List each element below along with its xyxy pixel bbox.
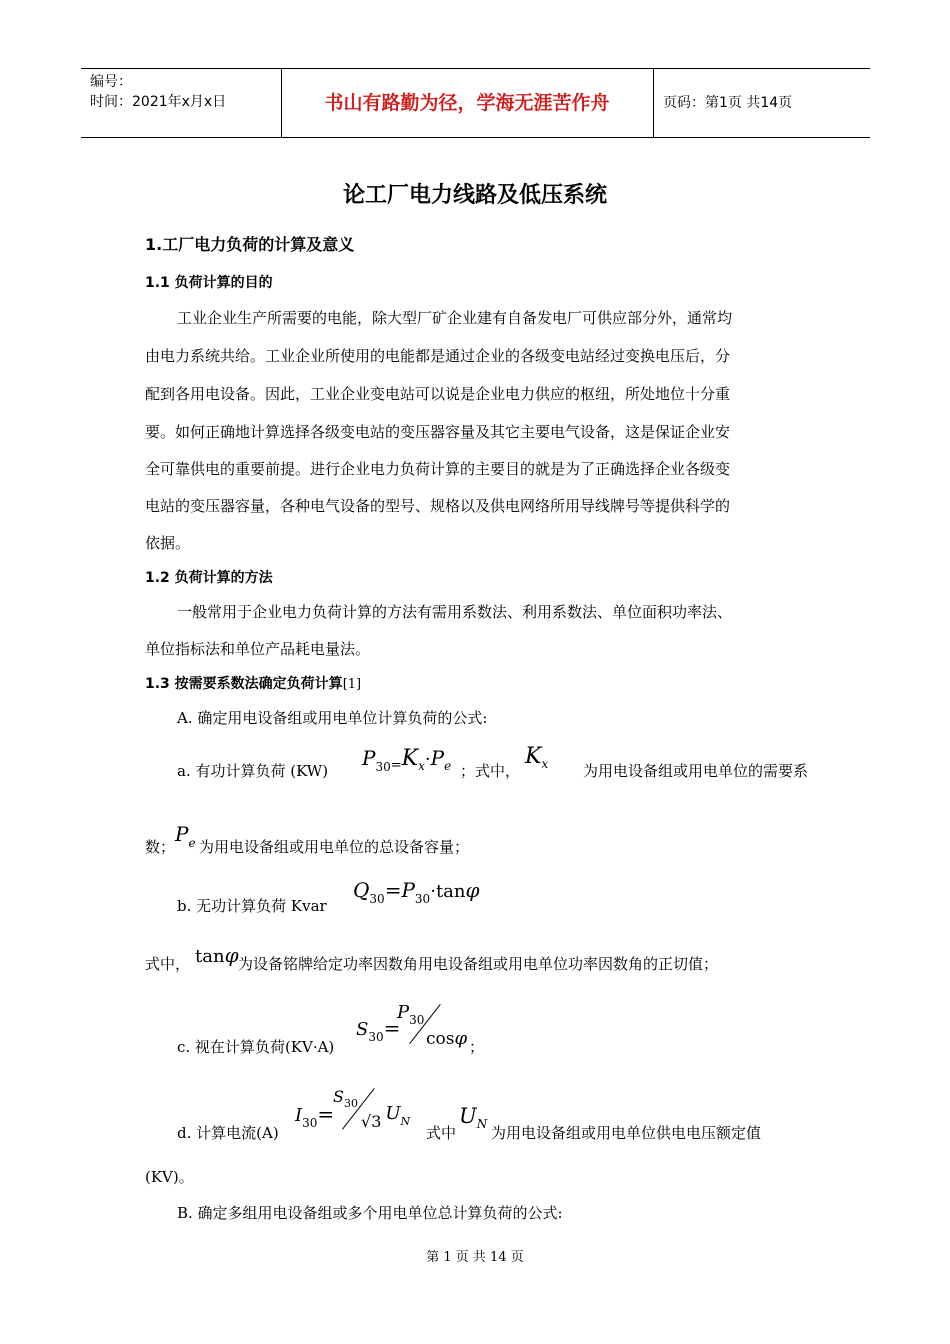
formula-label: d. 计算电流(A) <box>177 1124 279 1142</box>
formula-text: ；式中， <box>460 762 521 780</box>
paragraph-line: 电站的变压器容量，各种电气设备的型号、规格以及供电网络所用导线牌号等提供科学的 <box>145 497 731 515</box>
subsection-heading-text: 1.3 按需要系数法确定负荷计算 <box>145 676 343 692</box>
formula-text: 为设备铭牌给定功率因数角用电设备组或用电单位功率因数角的正切值； <box>238 955 719 973</box>
pe-symbol: $P_e$ <box>175 822 196 850</box>
formula-intro: A. 确定用电设备组或用电单位计算负荷的公式: <box>177 709 488 727</box>
formula-text: 数； <box>145 838 176 856</box>
formula-text: 为用电设备组或用电单位供电电压额定值 <box>491 1124 762 1142</box>
apparent-load-formula-lhs: $S_{30}=$ <box>356 1016 401 1044</box>
formula-text: (KV)。 <box>145 1168 194 1186</box>
section-heading: 1.工厂电力负荷的计算及意义 <box>145 235 355 254</box>
current-formula-lhs: $I_{30}=$ <box>295 1102 335 1130</box>
reactive-load-formula: $Q_{30}=P_{30}\cdot\tan\varphi$ <box>353 878 480 906</box>
subsection-heading: 1.1 负荷计算的目的 <box>145 275 273 291</box>
paragraph-line: 要。如何正确地计算选择各级变电站的变压器容量及其它主要电气设备，这是保证企业安 <box>145 423 731 441</box>
un-symbol: $U_N$ <box>459 1104 488 1131</box>
paragraph-line: 配到各用电设备。因此，工业企业变电站可以说是企业电力供应的枢纽，所处地位十分重 <box>145 385 731 403</box>
document-title: 论工厂电力线路及低压系统 <box>342 183 607 208</box>
formula-label: a. 有功计算负荷 (KW) <box>177 762 329 780</box>
current-numerator: $S_{30}$ <box>333 1087 358 1110</box>
formula-label: b. 无功计算负荷 Kvar <box>177 897 327 915</box>
formula-text: 式中， <box>145 955 191 973</box>
tan-phi-symbol: tanφ <box>195 943 239 967</box>
paragraph-line: 单位指标法和单位产品耗电量法。 <box>145 640 371 658</box>
header-number: 编号： <box>90 74 132 90</box>
kx-symbol: $K_x$ <box>525 744 549 771</box>
formula-text: 为用电设备组或用电单位的总设备容量； <box>199 838 470 856</box>
current-denominator: √3 UN <box>361 1103 411 1131</box>
formula-text: 为用电设备组或用电单位的需要系 <box>583 762 809 780</box>
header-time: 时间：2021年x月x日 <box>90 94 227 110</box>
apparent-load-denominator: cosφ <box>426 1028 468 1049</box>
formula-label: c. 视在计算负荷(KV·A) <box>177 1038 335 1056</box>
subsection-heading: 1.2 负荷计算的方法 <box>145 570 273 586</box>
header-table <box>81 68 870 138</box>
header-motto: 书山有路勤为径，学海无涯苦作舟 <box>324 92 610 114</box>
formula-intro: B. 确定多组用电设备组或多个用电单位总计算负荷的公式: <box>177 1204 563 1222</box>
page-footer: 第 1 页 共 14 页 <box>426 1250 524 1265</box>
formula-text: 式中 <box>426 1124 457 1142</box>
active-load-formula: $P_{30=}K_x\cdot P_e$ <box>362 746 452 774</box>
paragraph-line: 一般常用于企业电力负荷计算的方法有需用系数法、利用系数法、单位面积功率法、 <box>177 603 733 621</box>
formula-text: ； <box>469 1038 485 1056</box>
paragraph-line: 由电力系统共给。工业企业所使用的电能都是通过企业的各级变电站经过变换电压后，分 <box>145 347 731 365</box>
header-meta <box>90 72 226 112</box>
paragraph-line: 工业企业生产所需要的电能，除大型厂矿企业建有自备发电厂可供应部分外，通常均 <box>177 309 733 327</box>
paragraph-line: 全可靠供电的重要前提。进行企业电力负荷计算的主要目的就是为了正确选择企业各级变 <box>145 460 731 478</box>
subsection-heading <box>145 673 361 693</box>
citation-link[interactable]: [1] <box>342 677 362 692</box>
header-divider <box>653 69 654 137</box>
apparent-load-numerator: $P_{30}$ <box>397 1002 425 1027</box>
paragraph-line: 依据。 <box>145 534 191 552</box>
header-page-info: 页码：第1页 共14页 <box>663 95 793 111</box>
